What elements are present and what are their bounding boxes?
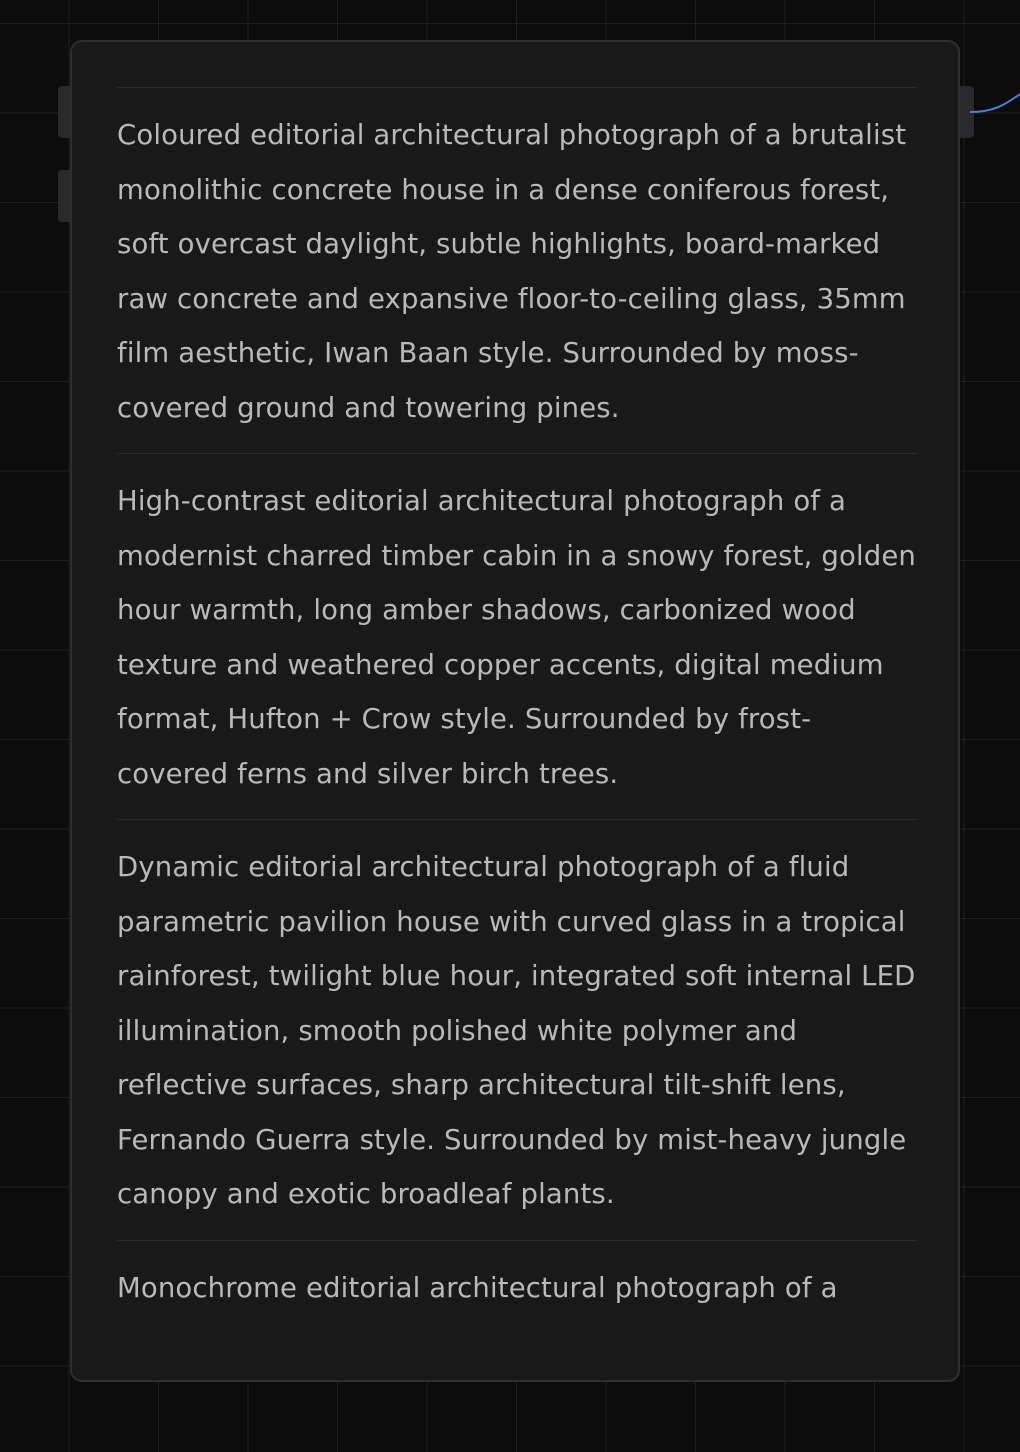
prompt-list (117, 87, 917, 1333)
prompt-option[interactable]: Monochrome editorial architectural photograph of a (117, 1240, 917, 1334)
prompt-option[interactable]: High-contrast editorial architectural photograph of a modernist charred timber cabin in a snowy forest, golden hour warmth, long amber shadows, carbonized wood texture and weathered copper accents, digital medium format, Hufton + Crow style. Surrounded by frost-covered ferns and silver birch trees. (117, 453, 917, 819)
prompt-list-popover (70, 40, 960, 1382)
prompt-option[interactable]: Dynamic editorial architectural photograph of a fluid parametric pavilion house with curved glass in a tropical rainforest, twilight blue hour, integrated soft internal LED illumination, smooth polished white polymer and reflective surfaces, sharp architectural tilt-shift lens, Fernando Guerra style. Surrounded by mist-heavy jungle canopy and exotic broadleaf plants. (117, 819, 917, 1240)
prompt-option[interactable]: Coloured editorial architectural photograph of a brutalist monolithic concrete house in a dense coniferous forest, soft overcast daylight, subtle highlights, board-marked raw concrete and expansive floor-to-ceiling glass, 35mm film aesthetic, Iwan Baan style. Surrounded by moss-covered ground and towering pines. (117, 87, 917, 453)
connection-edge (968, 80, 1020, 120)
